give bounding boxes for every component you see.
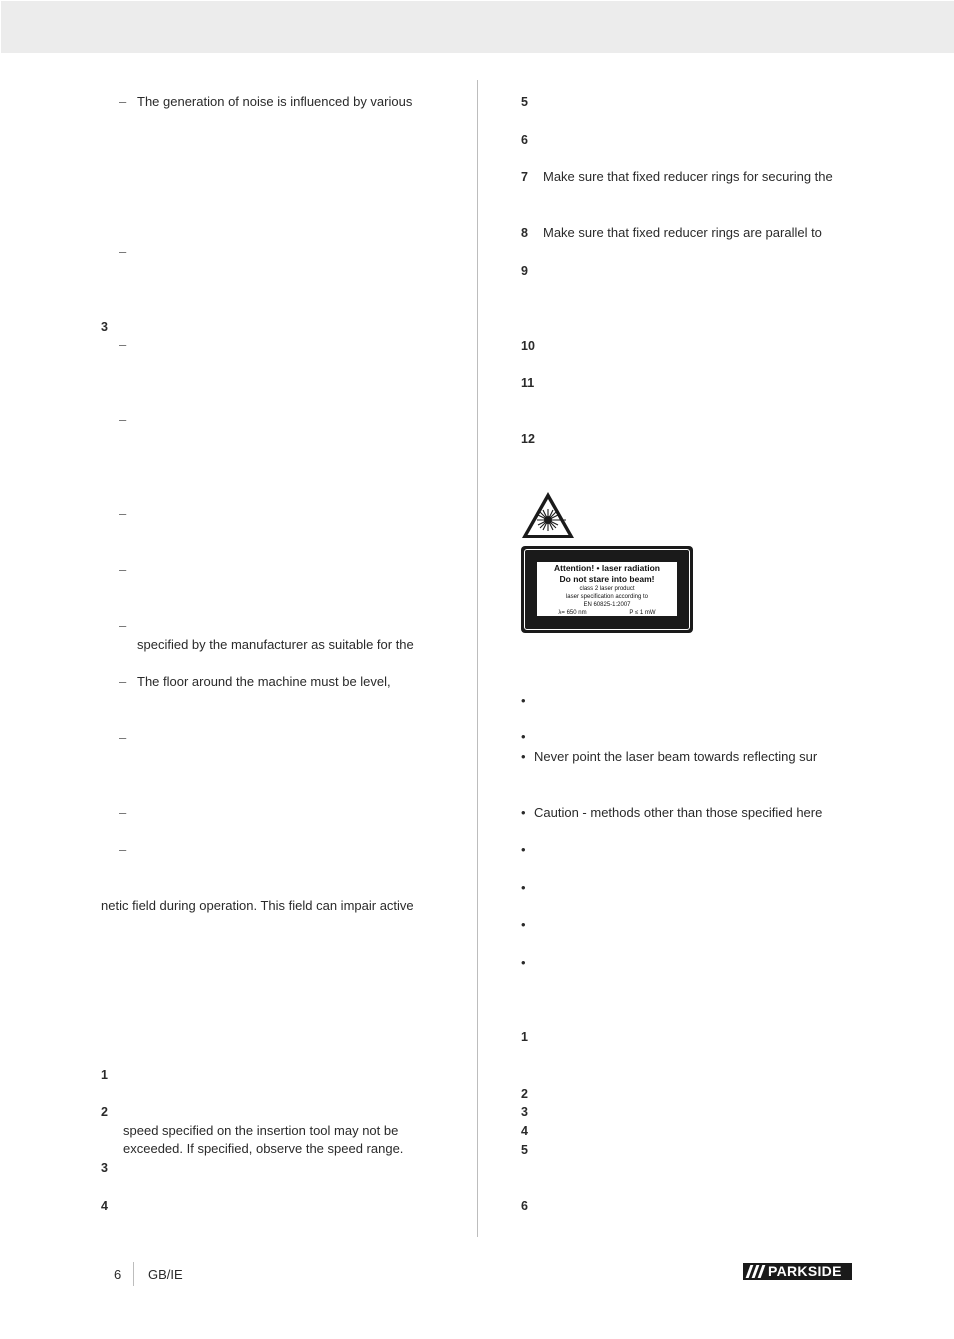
- dash-marker: –: [119, 618, 127, 633]
- laser-label-line3: class 2 laser product: [579, 586, 635, 592]
- caution-methods-text: Caution - methods other than those specified here: [534, 805, 823, 820]
- laser-label-line4: laser specification according to: [565, 594, 649, 600]
- dash-marker: –: [119, 805, 127, 820]
- brand-name: PARKSIDE: [768, 1263, 842, 1279]
- laser-warning-label: [521, 546, 693, 633]
- page-number: 6: [114, 1267, 122, 1282]
- laser-wavelength: λ= 650 nm: [558, 610, 587, 616]
- dash-marker: –: [119, 674, 127, 689]
- column-divider: [477, 80, 478, 1237]
- list-number: 12: [521, 432, 535, 446]
- bullet-marker: •: [521, 749, 526, 764]
- reducer-rings-parallel-text: Make sure that fixed reducer rings are parallel to: [543, 225, 822, 240]
- bullet-marker: •: [521, 880, 526, 895]
- section-number: 3: [101, 320, 108, 334]
- list-number: 4: [101, 1199, 108, 1213]
- speed-text-line2: exceeded. If specified, observe the speed range.: [123, 1141, 404, 1156]
- laser-label-line5: EN 60825-1:2007: [583, 602, 631, 608]
- dash-marker: –: [119, 337, 127, 352]
- floor-item-text: The floor around the machine must be level,: [137, 674, 391, 689]
- laser-label-line2: Do not stare into beam!: [559, 574, 655, 584]
- manufacturer-item-text: specified by the manufacturer as suitable for the: [137, 637, 414, 652]
- bullet-marker: •: [521, 729, 526, 744]
- list-number: 5: [521, 1143, 528, 1157]
- list-number: 11: [521, 376, 535, 390]
- list-number: 10: [521, 339, 535, 353]
- list-number: 3: [101, 1161, 108, 1175]
- laser-power: P ≤ 1 mW: [629, 610, 656, 616]
- bullet-marker: •: [521, 917, 526, 932]
- list-number: 2: [521, 1087, 528, 1101]
- list-number: 9: [521, 264, 528, 278]
- bullet-marker: •: [521, 805, 526, 820]
- dash-marker: –: [119, 94, 127, 109]
- dash-marker: –: [119, 842, 127, 857]
- language-code: GB/IE: [148, 1267, 183, 1282]
- bullet-marker: •: [521, 955, 526, 970]
- list-number: 8: [521, 226, 528, 240]
- laser-label-line6: [537, 609, 677, 617]
- dash-marker: –: [119, 412, 127, 427]
- bullet-marker: •: [521, 842, 526, 857]
- noise-item-text: The generation of noise is influenced by various: [137, 94, 413, 109]
- speed-text-line1: speed specified on the insertion tool may not be: [123, 1123, 399, 1138]
- list-number: 7: [521, 170, 528, 184]
- list-number: 4: [521, 1124, 528, 1138]
- list-number: 1: [101, 1068, 108, 1082]
- dash-marker: –: [119, 244, 127, 259]
- list-number: 1: [521, 1030, 528, 1044]
- bullet-marker: •: [521, 693, 526, 708]
- laser-label-line1: Attention! • laser radiation: [554, 563, 660, 573]
- laser-label-content: [537, 562, 677, 616]
- dash-marker: –: [119, 562, 127, 577]
- logo-stripes-icon: [743, 1265, 768, 1278]
- dash-marker: –: [119, 506, 127, 521]
- magnetic-field-text: netic field during operation. This field can impair active: [101, 898, 414, 913]
- dash-marker: –: [119, 730, 127, 745]
- list-number: 3: [521, 1105, 528, 1119]
- list-number: 5: [521, 95, 528, 109]
- laser-reflect-warning-text: Never point the laser beam towards reflecting sur: [534, 749, 818, 764]
- footer-separator: [133, 1262, 134, 1286]
- list-number: 6: [521, 1199, 528, 1213]
- header-bar: [1, 1, 954, 53]
- list-number: 6: [521, 133, 528, 147]
- reducer-rings-securing-text: Make sure that fixed reducer rings for securing the: [543, 169, 833, 184]
- parkside-logo: [743, 1263, 852, 1280]
- list-number: 2: [101, 1105, 108, 1119]
- laser-warning-triangle-icon: [520, 490, 576, 540]
